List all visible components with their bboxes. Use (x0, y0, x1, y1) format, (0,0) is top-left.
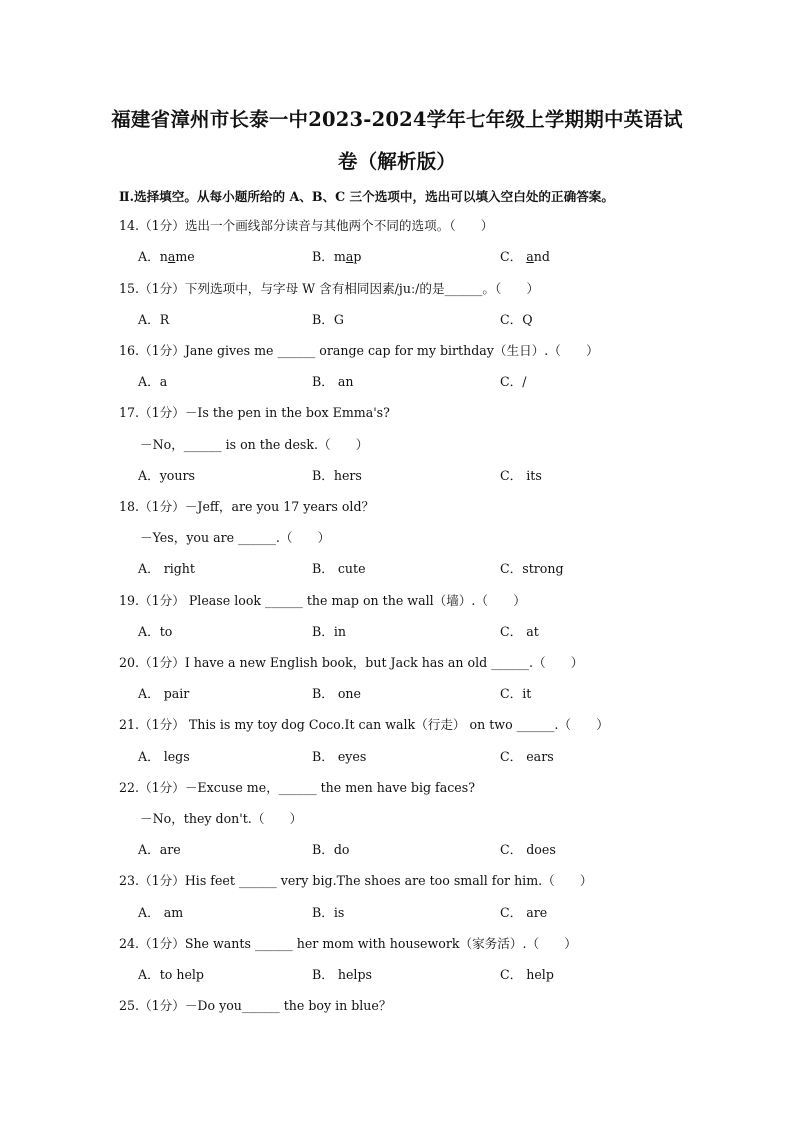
option-a: A． am (138, 905, 184, 920)
question-stem: 16.（1分）Jane gives me ______ orange cap for my birthday（生日）.（ ） (119, 343, 599, 358)
question-stem: 14.（1分）选出一个画线部分读音与其他两个不同的选项。（ ） (119, 218, 494, 233)
doc-title-line1: 福建省漳州市长泰一中2023-2024学年七年级上学期期中英语试 (111, 108, 683, 131)
option-c: C． and (500, 249, 550, 264)
question-stem: 15.（1分）下列选项中，与字母 W 含有相同因素/juː/的是______。（ ） (119, 281, 540, 296)
option-a: A． legs (138, 749, 190, 764)
option-c: C．Q (500, 312, 533, 327)
option-c: C． are (500, 905, 548, 920)
option-b: B．G (312, 312, 344, 327)
option-a: A．to help (138, 967, 204, 982)
question-stem: 21.（1分） This is my toy dog Coco.It can walk（行走） on two ______.（ ） (119, 717, 609, 732)
option-a: A． right (138, 561, 195, 576)
option-b: B．is (312, 905, 345, 920)
option-b: B．map (312, 249, 362, 264)
option-a: A．yours (138, 468, 195, 483)
question-stem: 17.（1分）－Is the pen in the box Emma's? (119, 405, 390, 420)
option-b: B．in (312, 624, 346, 639)
option-a: A． pair (138, 686, 190, 701)
option-c: C．/ (500, 374, 527, 389)
option-c: C． does (500, 842, 556, 857)
question-dialogue-line: －No，______ is on the desk.（ ） (140, 437, 369, 452)
option-b: B． helps (312, 967, 372, 982)
option-c: C． ears (500, 749, 554, 764)
option-a: A．to (138, 624, 173, 639)
option-b: B． eyes (312, 749, 367, 764)
option-b: B．do (312, 842, 350, 857)
question-dialogue-line: －Yes，you are ______.（ ） (140, 530, 331, 545)
question-stem: 22.（1分）－Excuse me，______ the men have big faces? (119, 780, 475, 795)
option-b: B． one (312, 686, 361, 701)
question-stem: 24.（1分）She wants ______ her mom with housework（家务活）.（ ） (119, 936, 577, 951)
option-a: A．are (138, 842, 181, 857)
option-b: B． an (312, 374, 354, 389)
option-c: C．strong (500, 561, 564, 576)
question-stem: 23.（1分）His feet ______ very big.The shoes are too small for him.（ ） (119, 873, 593, 888)
option-b: B． cute (312, 561, 366, 576)
question-stem: 19.（1分） Please look ______ the map on the wall（墙）.（ ） (119, 593, 526, 608)
option-c: C． at (500, 624, 539, 639)
option-c: C．it (500, 686, 532, 701)
question-dialogue-line: －No，they don't.（ ） (140, 811, 303, 826)
option-a: A．name (138, 249, 195, 264)
option-c: C． its (500, 468, 542, 483)
option-a: A．R (138, 312, 170, 327)
question-stem: 18.（1分）－Jeff，are you 17 years old？ (119, 499, 375, 514)
section-heading: Ⅱ.选择填空。从每小题所给的 A、B、C 三个选项中，选出可以填入空白处的正确答案。 (119, 189, 614, 204)
question-stem: 20.（1分）I have a new English book，but Jack has an old ______.（ ） (119, 655, 584, 670)
doc-title-line2: 卷（解析版） (337, 150, 457, 173)
option-c: C． help (500, 967, 554, 982)
question-stem: 25.（1分）－Do you______ the boy in blue？ (119, 998, 392, 1013)
option-a: A．a (138, 374, 168, 389)
option-b: B．hers (312, 468, 362, 483)
